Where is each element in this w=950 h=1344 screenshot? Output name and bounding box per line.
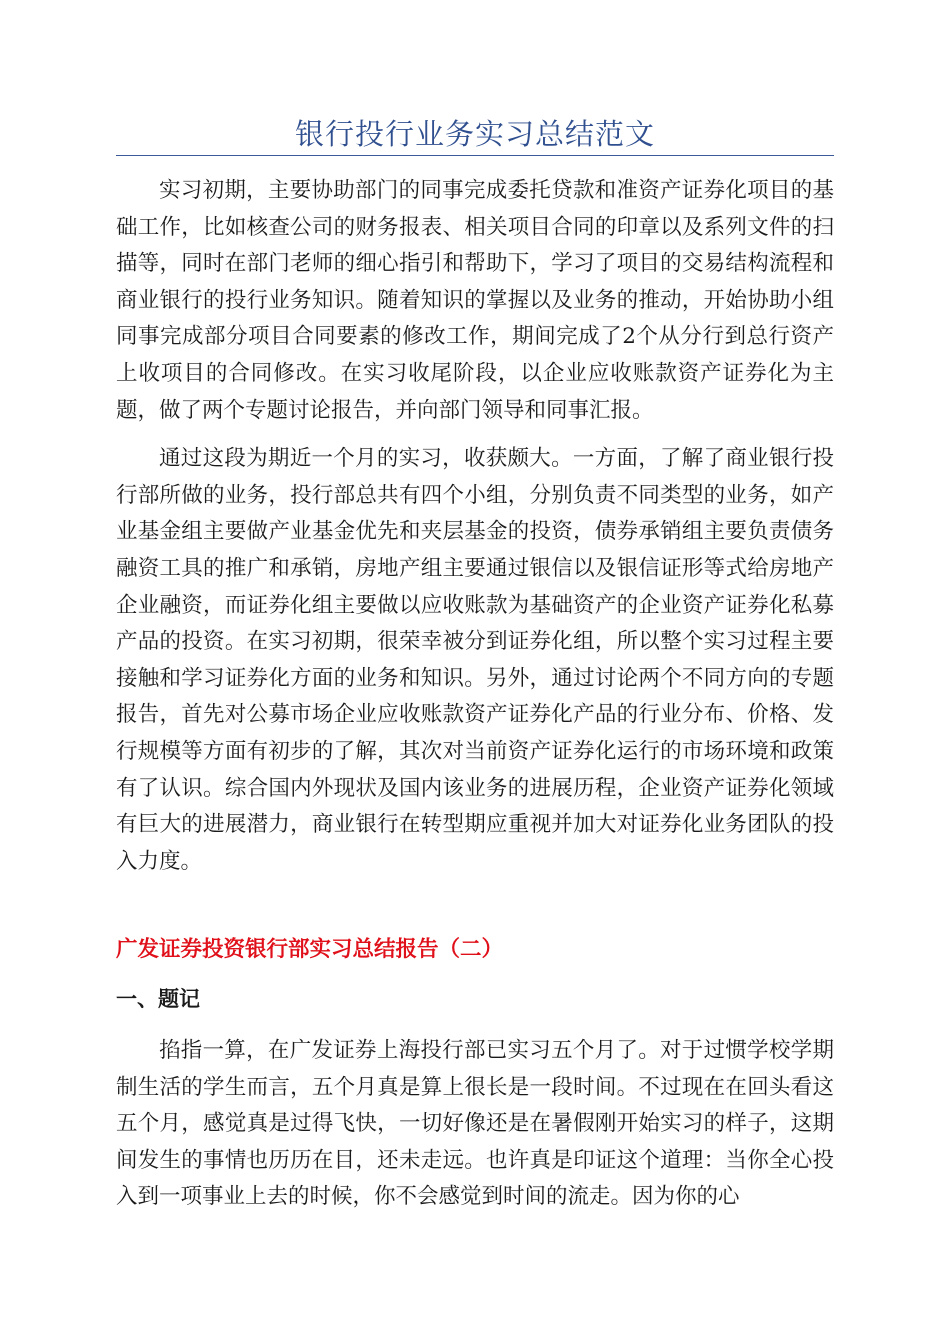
paragraph: 实习初期，主要协助部门的同事完成委托贷款和准资产证券化项目的基础工作，比如核查公司的财务报表、相关项目合同的印章以及系列文件的扫描等，同时在部门老师的细心指引和帮助下，学习了项目的交易结构流程和商业银行的投行业务知识。随着知识的掌握以及业务的推动，开始协助小组同事完成部分项目合同要素的修改工作，期间完成了2个从分行到总行资产上收项目的合同修改。在实习收尾阶段，以企业应收账款资产证券化为主题，做了两个专题讨论报告，并向部门领导和同事汇报。 — [116, 178, 834, 423]
body-section-2 — [116, 1033, 834, 1216]
paragraph: 掐指一算，在广发证券上海投行部已实习五个月了。对于过惯学校学期制生活的学生而言，五个月真是算上很长是一段时间。不过现在在回头看这五个月，感觉真是过得飞快，一切好像还是在暑假刚开始实习的样子，这期间发生的事情也历历在目，还未走远。也许真是印证这个道理：当你全心投入到一项事业上去的时候，你不会感觉到时间的流走。因为你的心 — [116, 1038, 834, 1210]
section-heading: 广发证券投资银行部实习总结报告（二） — [116, 937, 504, 962]
paragraph-spacer — [116, 429, 834, 441]
document-title: 银行投行业务实习总结范文 — [294, 117, 655, 151]
body-section-1 — [116, 173, 834, 880]
sub-heading: 一、题记 — [116, 987, 200, 1011]
title-underline-divider — [116, 155, 834, 156]
paragraph: 通过这段为期近一个月的实习，收获颇大。一方面，了解了商业银行投行部所做的业务，投行部总共有四个小组，分别负责不同类型的业务，如产业基金组主要做产业基金优先和夹层基金的投资，债券承销组主要负责债务融资工具的推广和承销，房地产组主要通过银信以及银信证形等式给房地产企业融资，而证券化组主要做以应收账款为基础资产的企业资产证券化私募产品的投资。在实习初期，很荣幸被分到证券化组，所以整个实习过程主要接触和学习证券化方面的业务和知识。另外，通过讨论两个不同方向的专题报告，首先对公募市场企业应收账款资产证券化产品的行业分布、价格、发行规模等方面有初步的了解，其次对当前资产证券化运行的市场环境和政策有了认识。综合国内外现状及国内该业务的进展历程，企业资产证券化领域有巨大的进展潜力，商业银行在转型期应重视并加大对证券化业务团队的投入力度。 — [116, 446, 834, 874]
